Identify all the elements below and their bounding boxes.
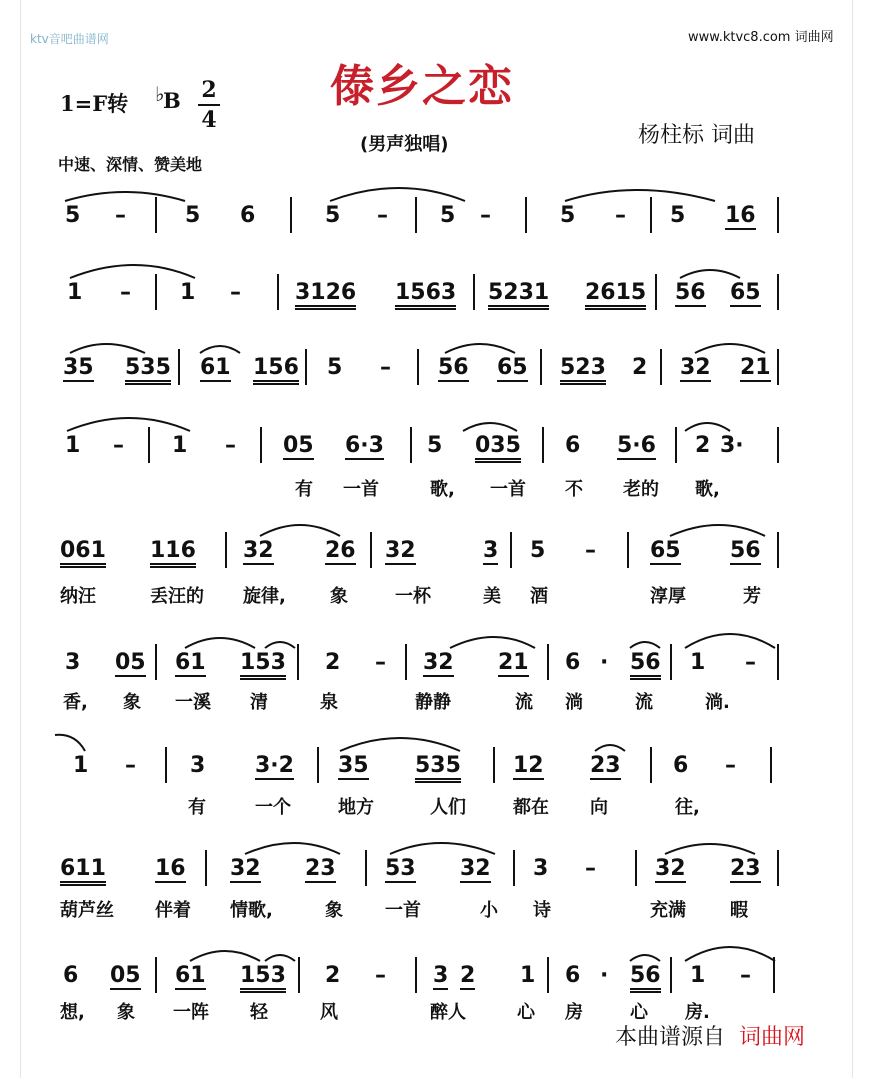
bar-line: [655, 274, 657, 310]
note: 05: [115, 650, 146, 675]
source-footer: [615, 1020, 805, 1051]
note: –: [740, 963, 751, 988]
bar-line: [513, 850, 515, 886]
lyric: 暇: [730, 900, 748, 921]
bar-line: [777, 850, 779, 886]
lyric: 风: [320, 1002, 338, 1023]
bar-line: [547, 644, 549, 680]
time-numerator: 2: [201, 77, 217, 103]
bar-line: [627, 532, 629, 568]
note: ·: [600, 963, 609, 988]
note: 6: [565, 650, 581, 675]
bar-line: [547, 957, 549, 993]
time-denominator: 4: [201, 107, 217, 133]
bar-line: [298, 957, 300, 993]
note: 2: [632, 355, 648, 380]
note: 035: [475, 433, 521, 463]
note: 23: [590, 753, 621, 778]
note: 5·6: [617, 433, 656, 458]
note: 35: [338, 753, 369, 778]
note: 5: [560, 203, 576, 228]
note: 05: [283, 433, 314, 458]
bar-line: [155, 197, 157, 233]
lyric: 往,: [675, 797, 700, 818]
lyric: 香,: [63, 692, 88, 713]
score-row-5: [55, 530, 790, 580]
bar-line: [777, 644, 779, 680]
note: 2615: [585, 280, 646, 310]
note: –: [745, 650, 756, 675]
score-row-8: [55, 848, 790, 898]
lyric: 伴着: [155, 900, 191, 921]
note: –: [225, 433, 236, 458]
lyric: 芳: [743, 586, 761, 607]
note: ·: [600, 650, 609, 675]
lyric: 一阵: [173, 1002, 209, 1023]
lyric: 流: [515, 692, 533, 713]
note: 32: [680, 355, 711, 380]
note: 6·3: [345, 433, 384, 458]
score-row-2: [55, 272, 790, 322]
bar-line: [777, 274, 779, 310]
bar-line: [155, 957, 157, 993]
note: 65: [650, 538, 681, 563]
lyric: 有: [188, 797, 206, 818]
lyric: 象: [325, 900, 343, 921]
score-row-4: [55, 425, 790, 475]
note: 32: [230, 856, 261, 881]
note: 116: [150, 538, 196, 568]
watermark-top-left: ktv音吧曲谱网: [30, 32, 109, 46]
lyric: 泉: [320, 692, 338, 713]
note: 26: [325, 538, 356, 563]
slur-lines: [55, 632, 790, 650]
note: 2: [460, 963, 476, 988]
note: 16: [155, 856, 186, 881]
note: 23: [730, 856, 761, 881]
note: 2: [325, 650, 341, 675]
song-title: 傣乡之恋: [330, 61, 514, 112]
slur-lines: [55, 337, 790, 355]
slur-lines: [55, 185, 790, 203]
note: 5: [670, 203, 686, 228]
bar-line: [277, 274, 279, 310]
note: 53: [385, 856, 416, 881]
note: 1: [690, 650, 706, 675]
bar-line: [415, 957, 417, 993]
bar-line: [155, 644, 157, 680]
note: –: [113, 433, 124, 458]
lyric: 淌.: [705, 692, 730, 713]
note: 23: [305, 856, 336, 881]
lyric: 淌: [565, 692, 583, 713]
note: 6: [565, 963, 581, 988]
lyric: 纳汪: [60, 586, 96, 607]
note: 5: [530, 538, 546, 563]
bar-line: [660, 349, 662, 385]
note: 1: [73, 753, 89, 778]
tempo-marking: 中速、深情、赞美地: [58, 155, 203, 174]
note: 5231: [488, 280, 549, 310]
lyric: 都在: [513, 797, 549, 818]
bar-line: [525, 197, 527, 233]
note: 1: [690, 963, 706, 988]
note: 56: [438, 355, 469, 380]
note: 061: [60, 538, 106, 568]
slur-lines: [55, 945, 790, 963]
bar-line: [770, 747, 772, 783]
lyric: 醉人: [430, 1002, 466, 1023]
lyric: 静静: [415, 692, 451, 713]
lyric: 一杯: [395, 586, 431, 607]
lyric: 诗: [533, 900, 551, 921]
note: 61: [175, 963, 206, 988]
bar-line: [670, 644, 672, 680]
note: 3·: [720, 433, 744, 458]
note: 56: [675, 280, 706, 305]
lyric: 房: [565, 1002, 583, 1023]
right-margin-strip: [852, 0, 873, 1078]
time-divider: [198, 104, 220, 106]
lyric: 一溪: [175, 692, 211, 713]
note: 535: [125, 355, 171, 385]
note: 21: [498, 650, 529, 675]
note: 6: [240, 203, 256, 228]
note: –: [377, 203, 388, 228]
note: 5: [65, 203, 81, 228]
bar-line: [493, 747, 495, 783]
note: 1: [67, 280, 83, 305]
note: 153: [240, 650, 286, 680]
performer-note: (男声独唱): [360, 134, 449, 155]
lyric: 向: [590, 797, 608, 818]
note: –: [125, 753, 136, 778]
note: 1: [520, 963, 536, 988]
slur-lines: [55, 415, 790, 433]
bar-line: [155, 274, 157, 310]
lyric: 老的: [623, 479, 659, 500]
lyric: 一首: [490, 479, 526, 500]
lyric: 心: [630, 1002, 648, 1023]
note: 156: [253, 355, 299, 385]
lyric: 轻: [250, 1002, 268, 1023]
note: 32: [385, 538, 416, 563]
slur-lines: [55, 262, 790, 280]
slur-lines: [55, 838, 790, 856]
bar-line: [410, 427, 412, 463]
note: 3: [65, 650, 81, 675]
note: 16: [725, 203, 756, 228]
note: –: [375, 650, 386, 675]
note: –: [375, 963, 386, 988]
note: 2: [695, 433, 711, 458]
note: 6: [673, 753, 689, 778]
bar-line: [305, 349, 307, 385]
lyric: 淳厚: [650, 586, 686, 607]
note: 3126: [295, 280, 356, 310]
note: –: [115, 203, 126, 228]
lyric: 歌,: [430, 479, 455, 500]
lyric: 一首: [343, 479, 379, 500]
note: 1: [65, 433, 81, 458]
bar-line: [675, 427, 677, 463]
note: 535: [415, 753, 461, 783]
lyrics-row-6: [55, 688, 790, 714]
note: 05: [110, 963, 141, 988]
note: 12: [513, 753, 544, 778]
note: 3: [483, 538, 499, 563]
note: 5: [440, 203, 456, 228]
watermark-top-right: www.ktvc8.com 词曲网: [688, 30, 834, 45]
key-second-note: B: [163, 88, 181, 113]
note: –: [585, 538, 596, 563]
note: 3: [533, 856, 549, 881]
note: 56: [630, 963, 661, 993]
lyric: 有: [295, 479, 313, 500]
note: 5: [327, 355, 343, 380]
note: 523: [560, 355, 606, 385]
note: 32: [655, 856, 686, 881]
lyric: 清: [250, 692, 268, 713]
note: 1563: [395, 280, 456, 310]
note: 21: [740, 355, 771, 380]
note: 3: [190, 753, 206, 778]
lyric: 小: [480, 900, 498, 921]
bar-line: [290, 197, 292, 233]
footer-text: 本曲谱源自: [615, 1025, 726, 1050]
bar-line: [317, 747, 319, 783]
lyric: 想,: [60, 1002, 85, 1023]
bar-line: [165, 747, 167, 783]
slur-lines: [55, 520, 790, 538]
note: –: [585, 856, 596, 881]
lyrics-row-4: [55, 475, 790, 501]
lyric: 美: [483, 586, 501, 607]
note: 3: [433, 963, 449, 988]
bar-line: [205, 850, 207, 886]
note: –: [615, 203, 626, 228]
lyric: 旋律,: [243, 586, 286, 607]
left-margin-strip: [0, 0, 21, 1078]
bar-line: [178, 349, 180, 385]
note: 5: [325, 203, 341, 228]
note: 1: [172, 433, 188, 458]
bar-line: [635, 850, 637, 886]
note: –: [480, 203, 491, 228]
note: 153: [240, 963, 286, 993]
lyric: 象: [330, 586, 348, 607]
note: –: [120, 280, 131, 305]
lyric: 充满: [650, 900, 686, 921]
note: 611: [60, 856, 106, 886]
note: 35: [63, 355, 94, 380]
bar-line: [540, 349, 542, 385]
bar-line: [405, 644, 407, 680]
bar-line: [148, 427, 150, 463]
bar-line: [650, 197, 652, 233]
note: 65: [730, 280, 761, 305]
time-signature: [198, 76, 220, 134]
lyric: 房.: [685, 1002, 710, 1023]
bar-line: [542, 427, 544, 463]
lyric: 心: [517, 1002, 535, 1023]
bar-line: [415, 197, 417, 233]
lyric: 象: [123, 692, 141, 713]
score-row-7: [55, 745, 790, 795]
note: 32: [243, 538, 274, 563]
key-flat-sign: ♭: [155, 82, 165, 106]
bar-line: [777, 197, 779, 233]
footer-brand[interactable]: 词曲网: [739, 1025, 806, 1050]
lyric: 流: [635, 692, 653, 713]
bar-line: [370, 532, 372, 568]
bar-line: [365, 850, 367, 886]
note: 61: [200, 355, 231, 380]
note: 65: [497, 355, 528, 380]
lyric: 情歌,: [230, 900, 273, 921]
bar-line: [777, 349, 779, 385]
note: 5: [427, 433, 443, 458]
key-signature: 1=F转: [60, 91, 129, 116]
note: 6: [63, 963, 79, 988]
lyrics-row-5: [55, 582, 790, 608]
lyric: 地方: [338, 797, 374, 818]
note: –: [380, 355, 391, 380]
note: –: [725, 753, 736, 778]
lyric: 人们: [430, 797, 466, 818]
bar-line: [225, 532, 227, 568]
note: 1: [180, 280, 196, 305]
bar-line: [777, 427, 779, 463]
lyric: 不: [565, 479, 583, 500]
composer-credit: 杨柱标 词曲: [638, 123, 755, 148]
note: 32: [423, 650, 454, 675]
note: 32: [460, 856, 491, 881]
lyric: 一首: [385, 900, 421, 921]
note: 56: [630, 650, 661, 680]
lyric: 一个: [255, 797, 291, 818]
note: –: [230, 280, 241, 305]
score-row-3: [55, 347, 790, 397]
lyric: 葫芦丝: [60, 900, 114, 921]
bar-line: [650, 747, 652, 783]
bar-line: [260, 427, 262, 463]
note: 2: [325, 963, 341, 988]
bar-line: [510, 532, 512, 568]
note: 3·2: [255, 753, 294, 778]
bar-line: [297, 644, 299, 680]
note: 56: [730, 538, 761, 563]
bar-line: [773, 957, 775, 993]
bar-line: [777, 532, 779, 568]
note: 6: [565, 433, 581, 458]
bar-line: [417, 349, 419, 385]
lyrics-row-8: [55, 896, 790, 922]
note: 61: [175, 650, 206, 675]
bar-line: [670, 957, 672, 993]
lyric: 丢汪的: [150, 586, 204, 607]
bar-line: [473, 274, 475, 310]
score-row-1: [55, 195, 790, 245]
score-row-6: [55, 642, 790, 692]
lyric: 歌,: [695, 479, 720, 500]
note: 5: [185, 203, 201, 228]
lyric: 象: [117, 1002, 135, 1023]
lyric: 酒: [530, 586, 548, 607]
lyrics-row-7: [55, 793, 790, 819]
